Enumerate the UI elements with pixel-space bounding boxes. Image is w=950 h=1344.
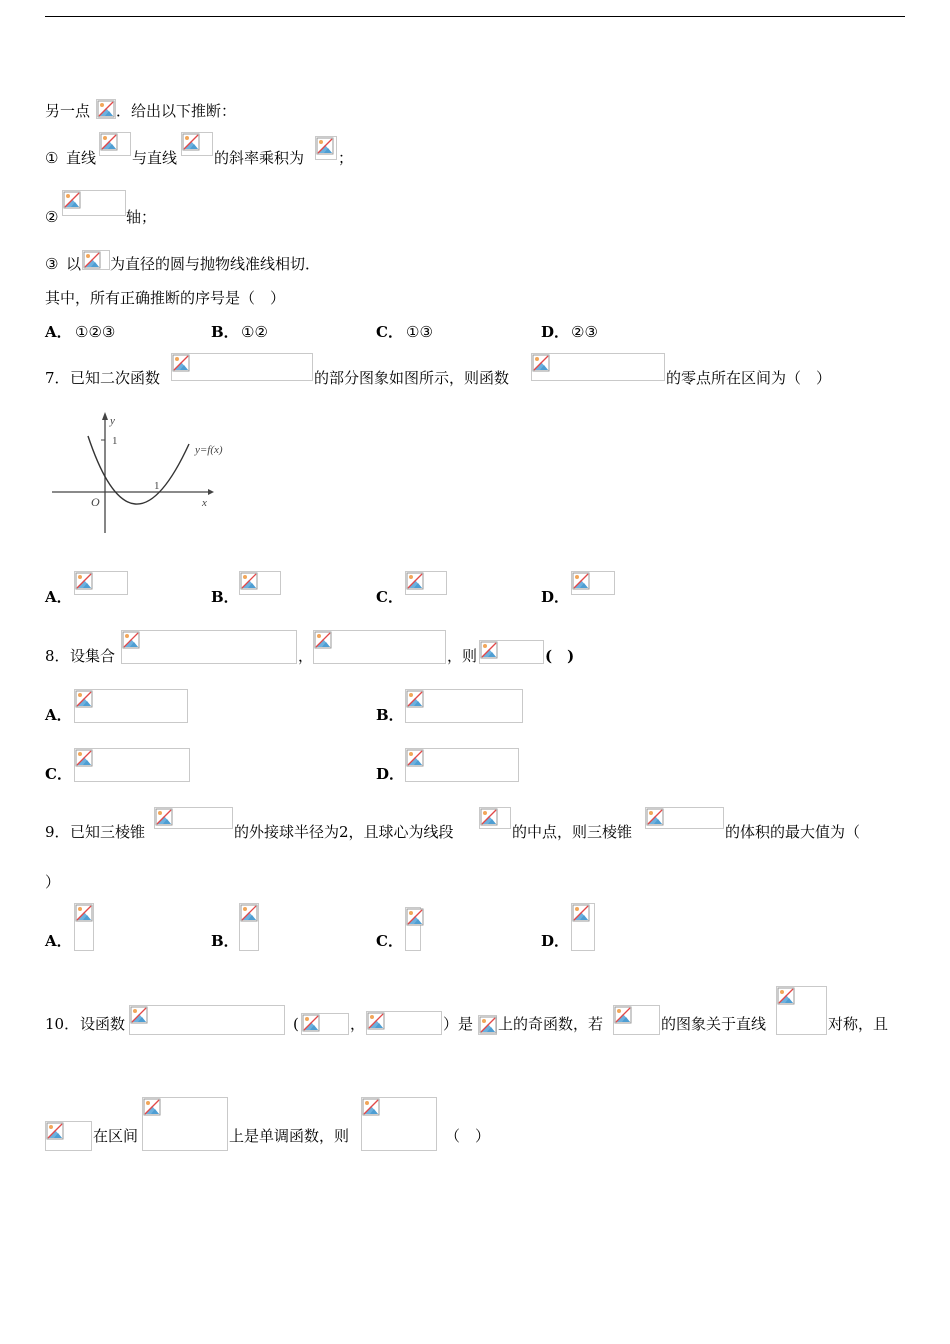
q6-option-b-text: ①② xyxy=(241,323,268,341)
q6-option-d-text: ②③ xyxy=(571,323,598,341)
broken-image-icon xyxy=(302,1014,320,1032)
broken-image-icon xyxy=(172,354,190,372)
question-10-text-g: 上是单调函数，则 xyxy=(229,1127,350,1145)
question-10-text-e: 对称，且 xyxy=(828,1015,889,1033)
q6-option-a-text: ①②③ xyxy=(75,323,116,341)
broken-image-icon xyxy=(63,191,81,209)
broken-image-icon xyxy=(143,1098,161,1116)
question-8-text-b: ，则 xyxy=(447,647,478,665)
q7-option-c-label: C． xyxy=(376,588,403,606)
formula-image xyxy=(645,807,724,829)
q9-option-d-label: D． xyxy=(541,932,570,950)
x-axis-label: x xyxy=(202,497,207,509)
formula-image xyxy=(571,903,595,951)
formula-image xyxy=(171,353,313,381)
question-8-number: 8． xyxy=(45,647,70,665)
question-10-lparen: ( xyxy=(293,1015,299,1033)
formula-image xyxy=(313,630,446,664)
q6-option-c-label: C． xyxy=(376,323,403,341)
q7-option-d-label: D． xyxy=(541,588,570,606)
formula-image xyxy=(405,748,519,782)
q8-option-b-label: B． xyxy=(376,706,404,724)
question-8-comma: ， xyxy=(298,647,314,665)
y-axis-arrow xyxy=(102,412,108,420)
broken-image-icon xyxy=(362,1098,380,1116)
broken-image-icon xyxy=(240,572,258,590)
formula-image xyxy=(361,1097,437,1151)
formula-image xyxy=(45,1121,92,1151)
broken-image-icon xyxy=(240,904,258,922)
broken-image-icon xyxy=(122,631,140,649)
formula-image xyxy=(776,986,827,1035)
x-tick-label: 1 xyxy=(154,480,160,492)
question-10-text-f: 在区间 xyxy=(93,1127,139,1145)
q9-option-b-label: B． xyxy=(211,932,239,950)
question-9-text-b: 的外接球半径为2，且球心为线段 xyxy=(234,823,454,841)
header-rule xyxy=(45,16,905,17)
formula-image xyxy=(74,748,190,782)
question-9-text-a: 已知三棱锥 xyxy=(70,823,146,841)
question-7-text-c: 的零点所在区间为（ ） xyxy=(666,369,832,387)
broken-image-icon xyxy=(406,572,424,590)
y-axis-label: y xyxy=(110,415,115,427)
broken-image-icon xyxy=(316,137,334,155)
broken-image-icon xyxy=(614,1006,632,1024)
broken-image-icon xyxy=(572,572,590,590)
question-10-text-c: 上的奇函数，若 xyxy=(498,1015,604,1033)
question-10-text-d: 的图象关于直线 xyxy=(661,1015,767,1033)
broken-image-icon xyxy=(75,690,93,708)
broken-image-icon xyxy=(479,1016,497,1034)
question-10-text-a: 设函数 xyxy=(80,1015,126,1033)
claim-1-text-a: 直线 xyxy=(66,149,97,167)
broken-image-icon xyxy=(155,808,173,826)
formula-image xyxy=(99,132,131,156)
formula-image xyxy=(315,136,337,160)
formula-image xyxy=(121,630,297,664)
broken-image-icon xyxy=(75,572,93,590)
broken-image-icon xyxy=(83,251,101,269)
q9-option-a-label: A． xyxy=(45,932,72,950)
question-8-text-a: 设集合 xyxy=(70,647,116,665)
claim-1-number: ① xyxy=(45,149,59,167)
curve-label: y=f(x) xyxy=(195,444,223,456)
question-9-text-e: ） xyxy=(45,873,61,891)
q7-option-b-label: B． xyxy=(211,588,239,606)
claim-3-number: ③ xyxy=(45,255,59,273)
broken-image-icon xyxy=(406,690,424,708)
formula-image xyxy=(142,1097,228,1151)
parabola-curve xyxy=(88,436,189,504)
broken-image-icon xyxy=(367,1012,385,1030)
formula-image xyxy=(366,1011,442,1035)
q8-option-d-label: D． xyxy=(376,765,405,783)
intro-lead: 另一点 xyxy=(45,102,91,120)
claim-1-text-b: 与直线 xyxy=(132,149,178,167)
formula-image xyxy=(405,689,523,723)
broken-image-icon xyxy=(777,987,795,1005)
formula-image xyxy=(301,1013,349,1035)
broken-image-icon xyxy=(75,749,93,767)
broken-image-icon xyxy=(406,908,424,926)
formula-image xyxy=(129,1005,285,1035)
broken-image-icon xyxy=(130,1006,148,1024)
x-axis-arrow xyxy=(208,489,214,495)
formula-image xyxy=(571,571,615,595)
formula-image xyxy=(82,250,110,270)
question-8-text-c: ( ) xyxy=(545,647,575,665)
claim-3-text-a: 以 xyxy=(66,255,82,273)
broken-image-icon xyxy=(75,904,93,922)
broken-image-icon xyxy=(182,133,200,151)
q8-option-a-label: A． xyxy=(45,706,72,724)
formula-image xyxy=(62,190,126,216)
claim-1-text-c: 的斜率乘积为 xyxy=(214,149,305,167)
question-9-text-c: 的中点，则三棱锥 xyxy=(512,823,633,841)
quadratic-graph xyxy=(48,408,223,538)
claim-2-number: ② xyxy=(45,208,59,226)
formula-image xyxy=(74,689,188,723)
formula-image xyxy=(405,571,447,595)
question-10-text-h: （ ） xyxy=(445,1127,491,1145)
broken-image-icon xyxy=(100,133,118,151)
broken-image-icon xyxy=(314,631,332,649)
broken-image-icon xyxy=(97,100,115,118)
formula-image xyxy=(531,353,665,381)
question-10-text-b: ）是 xyxy=(443,1015,474,1033)
formula-image xyxy=(74,571,128,595)
broken-image-icon xyxy=(572,904,590,922)
claim-1-text-d: ； xyxy=(338,149,354,167)
formula-image xyxy=(154,807,233,829)
q6-option-c-text: ①③ xyxy=(406,323,433,341)
intro-tail: ．给出以下推断： xyxy=(116,102,237,120)
broken-image-icon xyxy=(532,354,550,372)
question-7-number: 7． xyxy=(45,369,70,387)
question-10-number: 10． xyxy=(45,1015,80,1033)
broken-image-icon xyxy=(480,808,498,826)
q7-option-a-label: A． xyxy=(45,588,72,606)
claim-3-text-b: 为直径的圆与抛物线准线相切． xyxy=(110,255,321,273)
q8-option-c-label: C． xyxy=(45,765,72,783)
question-9-text-d: 的体积的最大值为（ xyxy=(725,823,861,841)
broken-image-icon xyxy=(406,749,424,767)
formula-image xyxy=(479,640,544,664)
formula-image xyxy=(239,903,259,951)
formula-image xyxy=(74,903,94,951)
formula-image xyxy=(479,807,511,829)
question-9-number: 9． xyxy=(45,823,70,841)
broken-image-icon xyxy=(46,1122,64,1140)
y-tick-label: 1 xyxy=(112,435,118,447)
broken-image-icon xyxy=(646,808,664,826)
question-7-text-b: 的部分图象如图所示，则函数 xyxy=(314,369,510,387)
formula-image xyxy=(613,1005,660,1035)
question-6-stem: 其中，所有正确推断的序号是（ ） xyxy=(45,289,286,307)
claim-2-text: 轴； xyxy=(126,208,157,226)
formula-image xyxy=(96,99,116,119)
origin-label: O xyxy=(91,495,100,509)
question-10-comma: ， xyxy=(350,1015,366,1033)
formula-image xyxy=(181,132,213,156)
q9-option-c-label: C． xyxy=(376,932,403,950)
formula-image xyxy=(405,907,421,951)
question-7-text-a: 已知二次函数 xyxy=(70,369,161,387)
formula-image xyxy=(239,571,281,595)
broken-image-icon xyxy=(480,641,498,659)
q6-option-a-label: A． xyxy=(45,323,72,341)
q6-option-d-label: D． xyxy=(541,323,570,341)
q6-option-b-label: B． xyxy=(211,323,239,341)
formula-image xyxy=(478,1015,497,1035)
